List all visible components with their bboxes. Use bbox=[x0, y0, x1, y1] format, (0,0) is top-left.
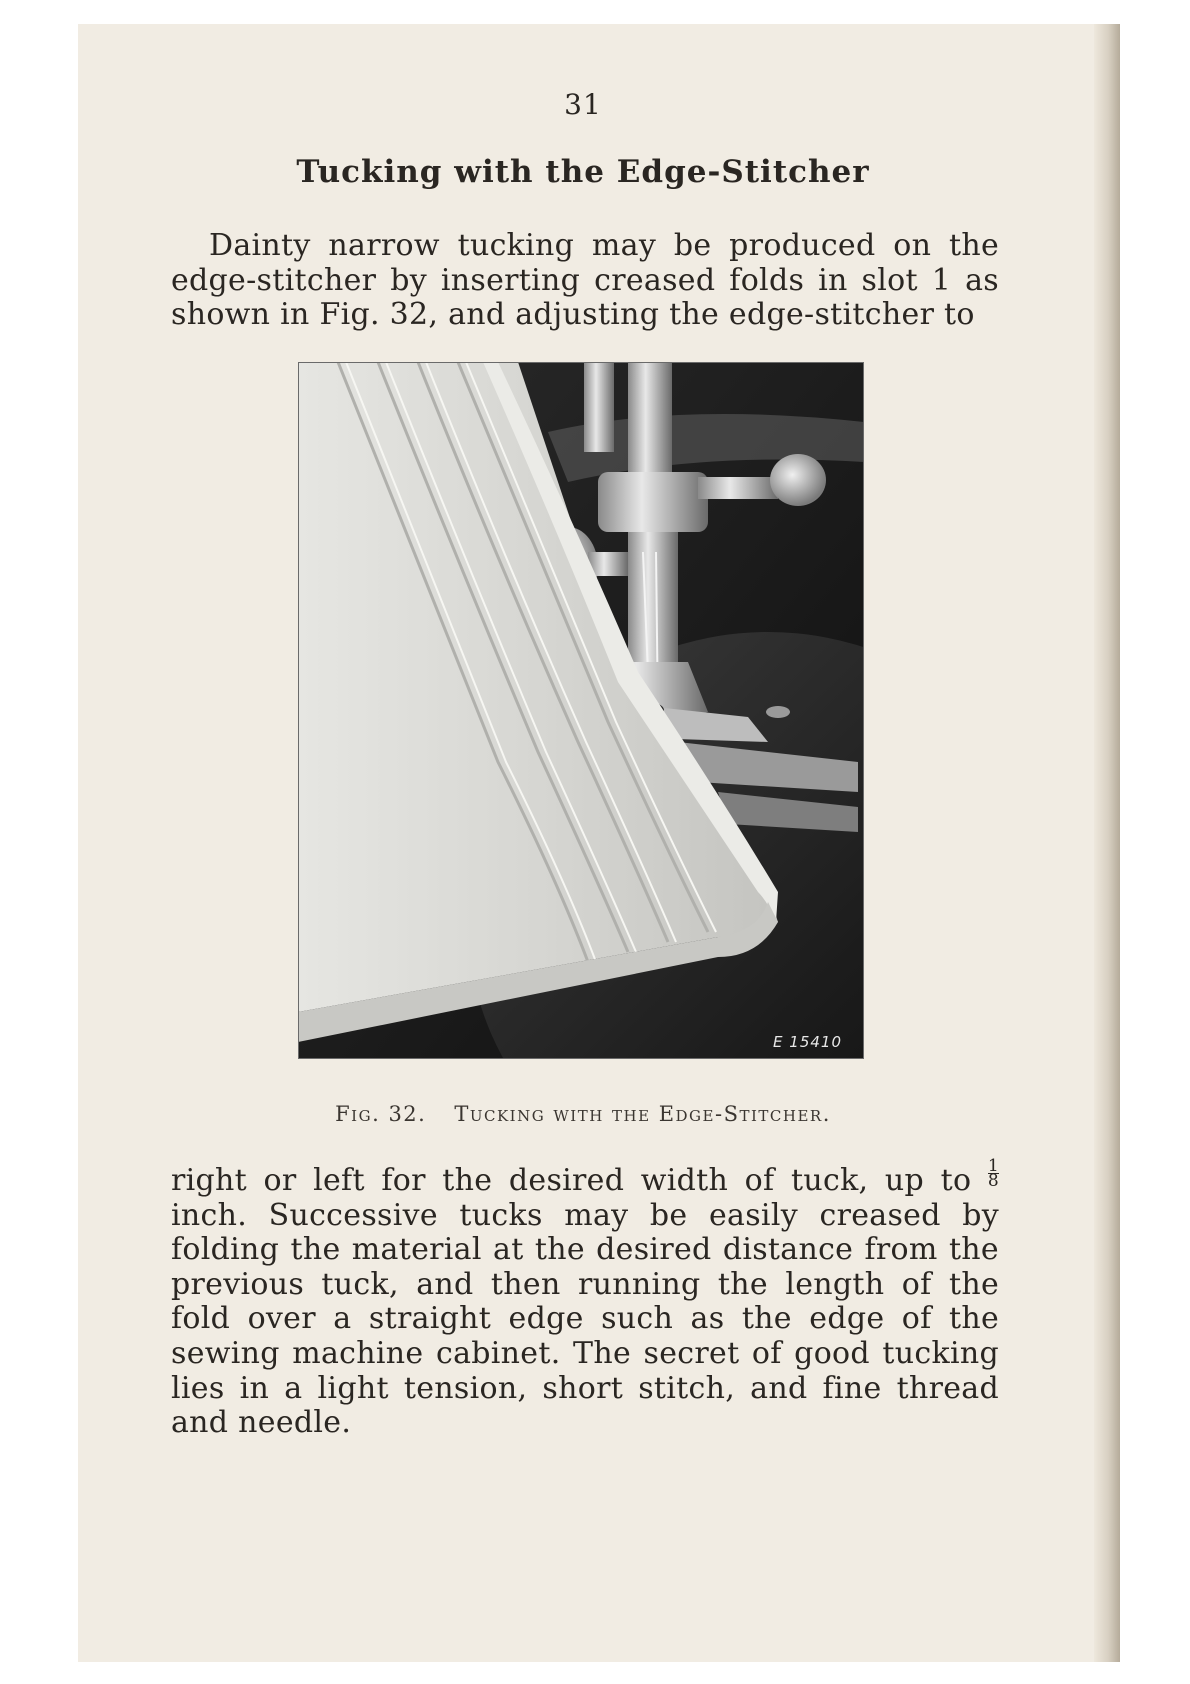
plate-number: E 15410 bbox=[773, 1033, 842, 1051]
book-page bbox=[78, 24, 1120, 1662]
paragraph-continuation bbox=[171, 1156, 999, 1441]
caption-text: Tucking with the Edge-Stitcher. bbox=[454, 1102, 831, 1126]
page-number: 31 bbox=[564, 88, 602, 121]
figure-photo-edge-stitcher bbox=[298, 362, 864, 1059]
fraction-denominator: 8 bbox=[987, 1171, 999, 1191]
fraction-one-eighth bbox=[987, 1156, 999, 1191]
paragraph-continuation-rest: inch. Successive tucks may be easily creased by folding the material at the desired distance from the previous tuck, and then running the length of the fold over a straight edge such as the edge of the sewing machine cabinet. The secret of good tucking lies in a light tension, short stitch, and fine thread and needle. bbox=[171, 1197, 999, 1441]
page-edge-shadow bbox=[1094, 24, 1120, 1662]
paragraph-continuation-start: right or left for the desired width of tuck, up to bbox=[171, 1163, 972, 1198]
section-heading: Tucking with the Edge-Stitcher bbox=[296, 154, 870, 190]
fraction-numerator: 1 bbox=[987, 1156, 999, 1176]
caption-label: Fig. 32. bbox=[335, 1102, 427, 1126]
sewing-machine-illustration bbox=[298, 362, 864, 1059]
paragraph-intro: Dainty narrow tucking may be produced on the edge-stitcher by inserting creased folds in slot 1 as shown in Fig. 32, and adjusting the edge-stitcher to bbox=[171, 228, 999, 333]
figure-caption bbox=[78, 1102, 1088, 1126]
